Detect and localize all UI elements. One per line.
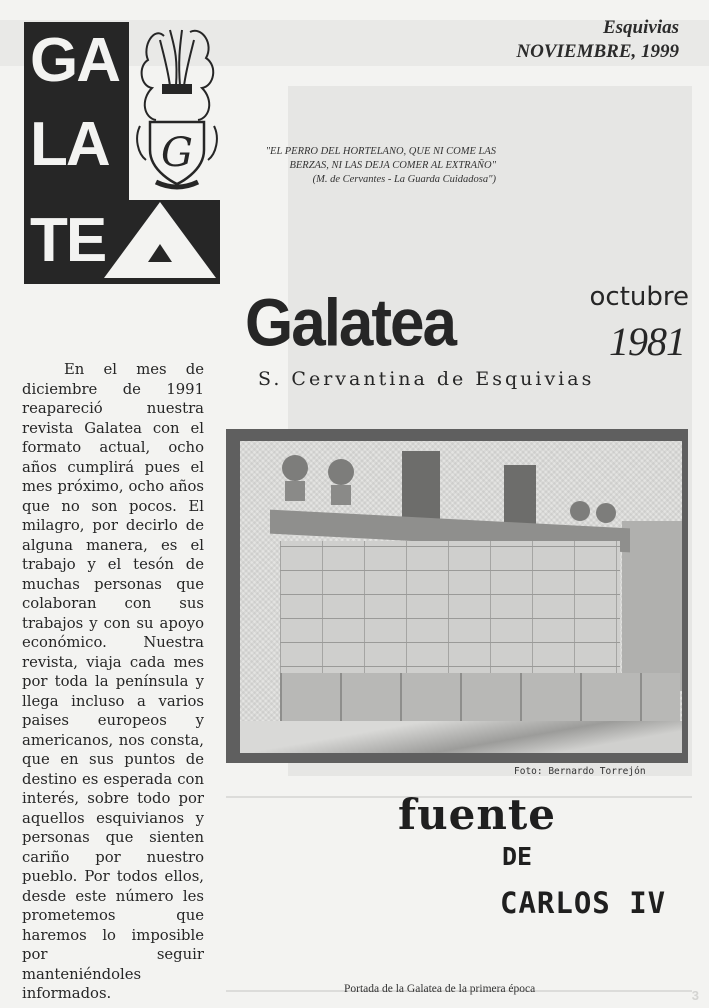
photo-stone-wall (280, 541, 620, 691)
headline-fuente: fuente (398, 790, 556, 839)
issue-place: Esquivias (602, 17, 679, 38)
logo-letters-la: LA (30, 110, 109, 179)
article-body: En el mes de diciembre de 1991 reapareció nuestra revista Galatea con el formato actual, ocho años cumplirá pues el mes próximo, ocho años que no son pocos. El milagro, por decirlo de alguna manera, es el trabajo y el tesón de muchas personas que colaboran con sus trabajos y con su apoyo económico. Nuestra revista, viaja cada mes por toda la península y llega incluso a varios paises europeos y americanos, nos consta, que en sus puntos de destino es esperada con interés, sobre todo por aquellos esquivianos y personas que sienten cariño por nuestro pueblo. Por todos ellos, desde este número les prometemos que haremos lo imposible por seguir manteniéndoles informados. (22, 361, 204, 1002)
headline-de: DE (502, 842, 533, 871)
issue-date: NOVIEMBRE, 1999 (516, 41, 679, 62)
photo-finial-base (285, 481, 305, 501)
headline-carlos-iv: CARLOS IV (500, 886, 667, 920)
fountain-photo-image (240, 441, 682, 753)
photo-finial (328, 459, 354, 485)
page-number: 3 (691, 988, 699, 1003)
logo-letters-ga: GA (30, 26, 119, 95)
photo-ground (240, 721, 682, 753)
photo-stone-base (280, 673, 680, 721)
logo-big-a-counter (148, 244, 172, 262)
svg-text:G: G (161, 130, 193, 176)
photo-finial-base (331, 485, 351, 505)
figure-caption: Portada de la Galatea de la primera época (344, 983, 536, 995)
photo-finial (282, 455, 308, 481)
fountain-photo (226, 429, 688, 763)
photo-door (402, 451, 440, 521)
old-cover-year: 1981 (609, 319, 685, 364)
quote-attribution: (M. de Cervantes - La Guarda Cuidadosa") (312, 174, 496, 185)
photo-credit: Foto: Bernardo Torrejón (514, 766, 646, 777)
quote-line: BERZAS, NI LAS DEJA COMER AL EXTRAÑO" (289, 160, 496, 171)
old-cover-subtitle: S. Cervantina de Esquivias (258, 368, 595, 390)
logo-letters-te: TE (30, 206, 106, 275)
old-cover-month: octubre (589, 282, 689, 312)
photo-finial (570, 501, 590, 521)
quote-line: "EL PERRO DEL HORTELANO, QUE NI COME LAS (265, 146, 496, 157)
issue-header (516, 16, 679, 64)
coat-of-arms-crest-icon (134, 26, 220, 196)
galatea-logo (24, 22, 220, 284)
logo-big-a (104, 202, 216, 278)
photo-finial (596, 503, 616, 523)
old-cover-title: Galatea (245, 286, 456, 361)
photo-side-building (622, 521, 682, 691)
cervantes-quote (226, 145, 496, 187)
